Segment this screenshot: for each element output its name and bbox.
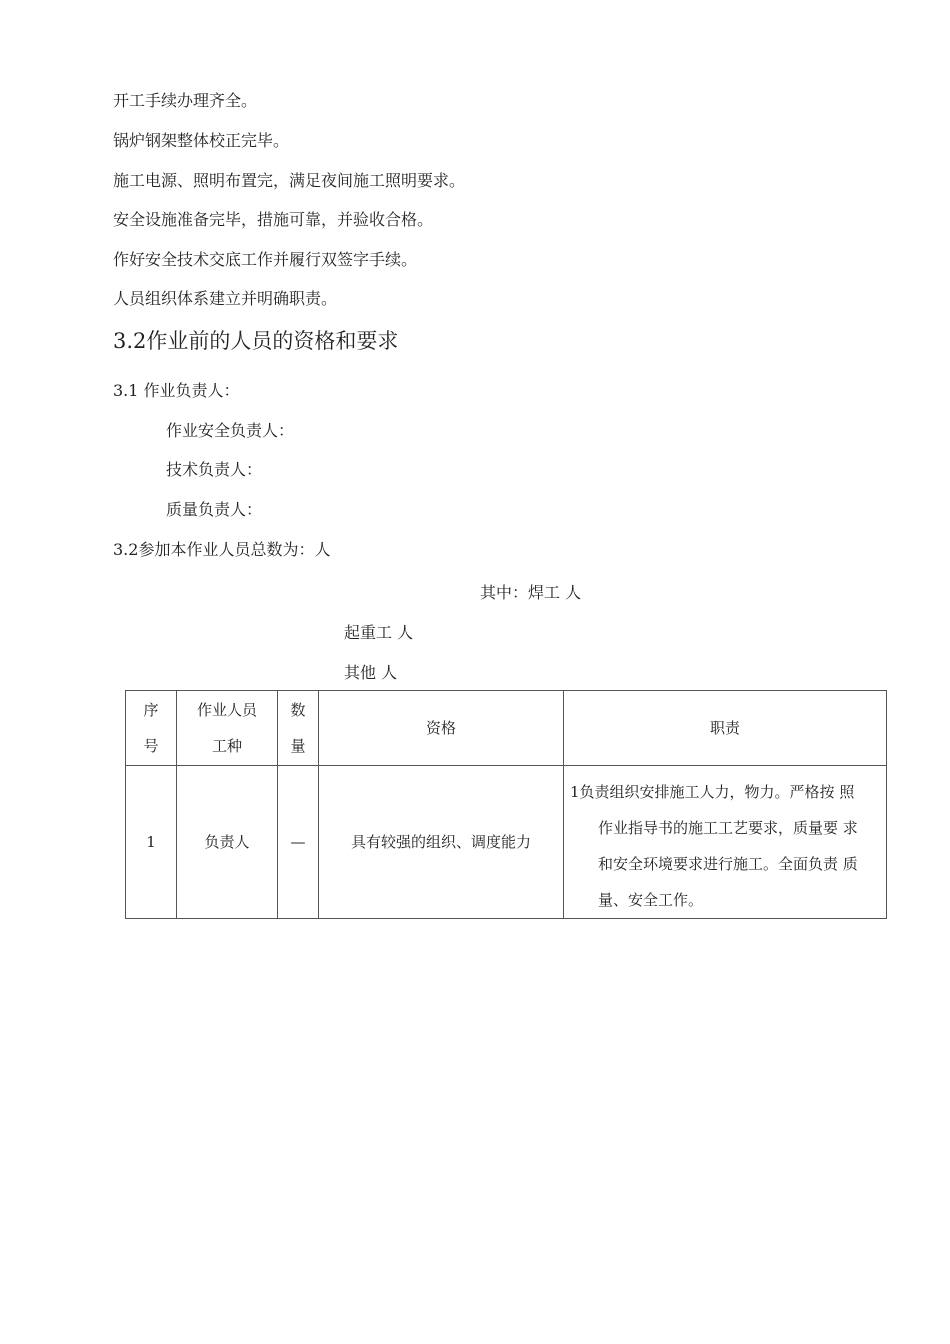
duty-line: 量、安全工作。	[598, 891, 704, 909]
cell-quantity: —	[278, 766, 319, 919]
headcount-other: 其他 人	[344, 663, 398, 682]
cell-index: 1	[126, 766, 177, 919]
cell-worker-type: 负责人	[177, 766, 278, 919]
header-duty: 职责	[564, 691, 887, 766]
header-qualification: 资格	[319, 691, 564, 766]
condition-item: 施工电源、照明布置完，满足夜间施工照明要求。	[113, 171, 466, 190]
quality-leader: 质量负责人：	[166, 500, 263, 519]
condition-item: 安全设施准备完毕，措施可靠，并验收合格。	[113, 210, 434, 229]
headcount-total: 3.2参加本作业人员总数为：人	[113, 540, 331, 559]
header-quantity: 数 量	[278, 691, 319, 766]
table-row	[126, 766, 887, 919]
section-heading: 3.2作业前的人员的资格和要求	[113, 329, 399, 353]
condition-item: 开工手续办理齐全。	[113, 91, 258, 110]
safety-leader: 作业安全负责人：	[166, 421, 295, 440]
header-index: 序 号	[126, 691, 177, 766]
duty-line: 作业指导书的施工工艺要求，质量要 求	[598, 819, 858, 837]
cell-qualification: 具有较强的组织、调度能力	[319, 766, 564, 919]
duty-line: 1负责组织安排施工人力，物力。严格按 照	[570, 783, 855, 801]
duty-line: 和安全环境要求进行施工。全面负责 质	[598, 855, 858, 873]
leader-title: 3.1 作业负责人：	[113, 381, 240, 400]
condition-item: 锅炉钢架整体校正完毕。	[113, 131, 290, 150]
condition-item: 作好安全技术交底工作并履行双签字手续。	[113, 250, 418, 269]
table-header-row	[126, 691, 887, 766]
headcount-welder: 其中：焊工 人	[480, 583, 582, 602]
technical-leader: 技术负责人：	[166, 460, 263, 479]
staff-table	[125, 690, 887, 919]
cell-duty	[564, 766, 887, 919]
header-worker-type: 作业人员 工种	[177, 691, 278, 766]
headcount-rigger: 起重工 人	[344, 623, 414, 642]
condition-item: 人员组织体系建立并明确职责。	[113, 289, 338, 308]
